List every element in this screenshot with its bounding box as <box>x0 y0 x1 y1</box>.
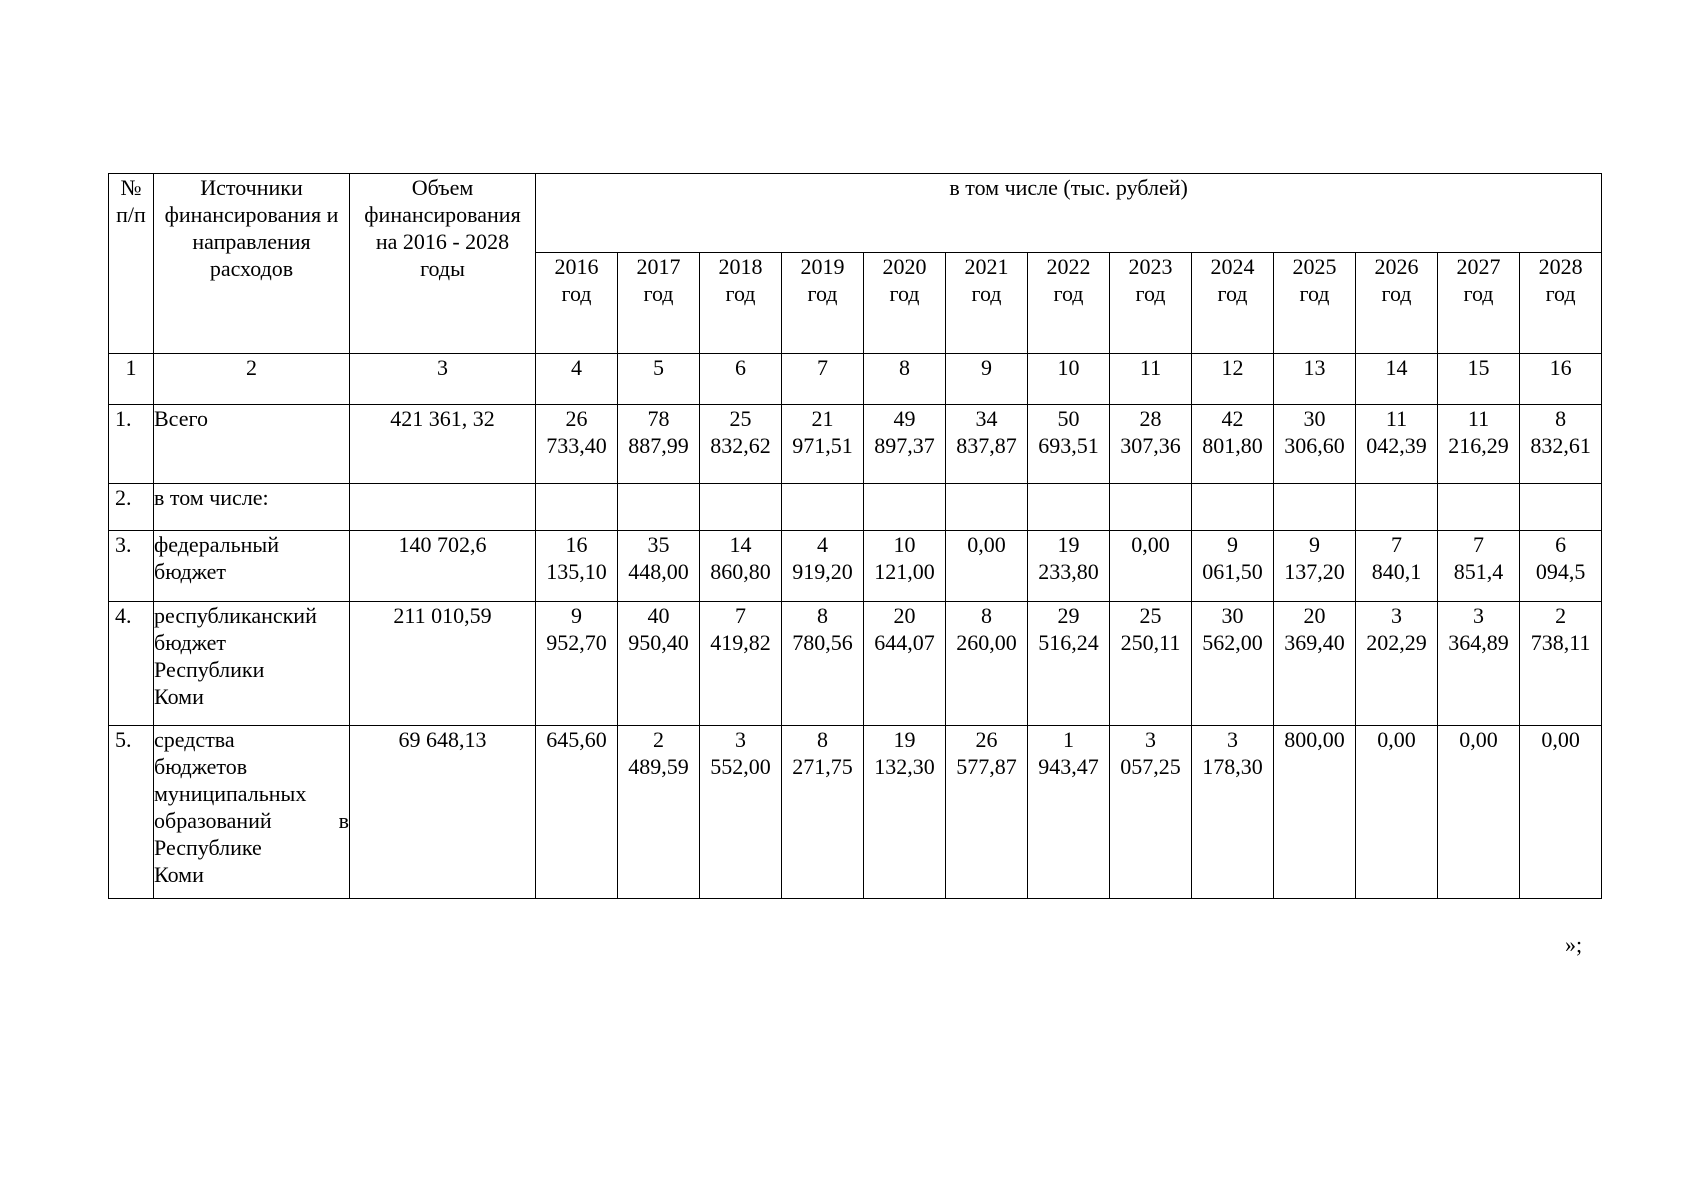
year-value-cell: 26 733,40 <box>536 405 618 484</box>
row-number: 2. <box>109 484 154 531</box>
year-value-cell: 20 369,40 <box>1274 602 1356 726</box>
year-value-cell <box>1520 484 1602 531</box>
table-row <box>109 484 1602 531</box>
year-header: 2019 год <box>782 253 864 354</box>
year-value-cell: 6 094,5 <box>1520 531 1602 602</box>
year-value-cell: 0,00 <box>1356 726 1438 899</box>
column-number: 10 <box>1028 354 1110 405</box>
header-row <box>109 174 1602 253</box>
year-value-cell: 78 887,99 <box>618 405 700 484</box>
year-value-cell: 35 448,00 <box>618 531 700 602</box>
financing-table <box>108 173 1602 899</box>
column-number: 13 <box>1274 354 1356 405</box>
row-number: 4. <box>109 602 154 726</box>
year-value-cell: 19 132,30 <box>864 726 946 899</box>
column-number: 3 <box>350 354 536 405</box>
year-value-cell <box>536 484 618 531</box>
column-number: 14 <box>1356 354 1438 405</box>
year-value-cell: 3 552,00 <box>700 726 782 899</box>
column-number: 4 <box>536 354 618 405</box>
year-value-cell: 49 897,37 <box>864 405 946 484</box>
year-value-cell: 0,00 <box>946 531 1028 602</box>
row-total-volume: 69 648,13 <box>350 726 536 899</box>
column-number: 9 <box>946 354 1028 405</box>
year-value-cell: 25 832,62 <box>700 405 782 484</box>
row-total-volume: 140 702,6 <box>350 531 536 602</box>
column-number: 15 <box>1438 354 1520 405</box>
year-value-cell <box>1028 484 1110 531</box>
year-value-cell: 1 943,47 <box>1028 726 1110 899</box>
year-value-cell: 800,00 <box>1274 726 1356 899</box>
year-header: 2026 год <box>1356 253 1438 354</box>
year-value-cell: 3 057,25 <box>1110 726 1192 899</box>
year-value-cell: 30 562,00 <box>1192 602 1274 726</box>
year-value-cell: 4 919,20 <box>782 531 864 602</box>
column-number: 11 <box>1110 354 1192 405</box>
column-number: 1 <box>109 354 154 405</box>
year-value-cell: 8 271,75 <box>782 726 864 899</box>
column-number: 8 <box>864 354 946 405</box>
year-value-cell: 9 061,50 <box>1192 531 1274 602</box>
year-value-cell <box>1192 484 1274 531</box>
year-value-cell: 28 307,36 <box>1110 405 1192 484</box>
year-value-cell: 9 137,20 <box>1274 531 1356 602</box>
column-number: 6 <box>700 354 782 405</box>
year-value-cell: 26 577,87 <box>946 726 1028 899</box>
year-value-cell <box>1274 484 1356 531</box>
header-volume: Объем финансирования на 2016 - 2028 годы <box>350 174 536 354</box>
year-value-cell: 8 832,61 <box>1520 405 1602 484</box>
year-value-cell: 7 419,82 <box>700 602 782 726</box>
year-value-cell: 16 135,10 <box>536 531 618 602</box>
year-value-cell <box>1356 484 1438 531</box>
row-total-volume: 211 010,59 <box>350 602 536 726</box>
year-value-cell: 3 178,30 <box>1192 726 1274 899</box>
year-value-cell: 14 860,80 <box>700 531 782 602</box>
year-value-cell: 30 306,60 <box>1274 405 1356 484</box>
year-value-cell <box>946 484 1028 531</box>
header-incl: в том числе (тыс. рублей) <box>536 174 1602 253</box>
year-header: 2028 год <box>1520 253 1602 354</box>
year-value-cell <box>1110 484 1192 531</box>
year-header: 2023 год <box>1110 253 1192 354</box>
row-number: 1. <box>109 405 154 484</box>
year-value-cell: 3 202,29 <box>1356 602 1438 726</box>
row-source-name: республиканский бюджет Республики Коми <box>154 602 350 726</box>
year-value-cell: 21 971,51 <box>782 405 864 484</box>
row-source-name: средства бюджетов муниципальных образований в Республике Коми <box>154 726 350 899</box>
year-value-cell: 2 489,59 <box>618 726 700 899</box>
year-value-cell: 20 644,07 <box>864 602 946 726</box>
year-value-cell: 11 216,29 <box>1438 405 1520 484</box>
row-source-name: федеральный бюджет <box>154 531 350 602</box>
year-value-cell: 25 250,11 <box>1110 602 1192 726</box>
row-total-volume <box>350 484 536 531</box>
year-value-cell: 0,00 <box>1438 726 1520 899</box>
table-row <box>109 405 1602 484</box>
year-value-cell: 50 693,51 <box>1028 405 1110 484</box>
year-value-cell: 8 260,00 <box>946 602 1028 726</box>
year-value-cell <box>1438 484 1520 531</box>
table-row <box>109 726 1602 899</box>
table-row <box>109 602 1602 726</box>
year-value-cell: 0,00 <box>1110 531 1192 602</box>
year-value-cell: 10 121,00 <box>864 531 946 602</box>
year-value-cell <box>618 484 700 531</box>
year-value-cell: 3 364,89 <box>1438 602 1520 726</box>
year-header: 2016 год <box>536 253 618 354</box>
year-value-cell: 7 840,1 <box>1356 531 1438 602</box>
column-number: 5 <box>618 354 700 405</box>
year-value-cell: 19 233,80 <box>1028 531 1110 602</box>
year-value-cell <box>782 484 864 531</box>
table-row <box>109 531 1602 602</box>
year-value-cell <box>864 484 946 531</box>
column-number: 16 <box>1520 354 1602 405</box>
year-value-cell: 0,00 <box>1520 726 1602 899</box>
year-header: 2022 год <box>1028 253 1110 354</box>
year-value-cell: 29 516,24 <box>1028 602 1110 726</box>
row-number: 5. <box>109 726 154 899</box>
year-value-cell: 42 801,80 <box>1192 405 1274 484</box>
year-value-cell: 8 780,56 <box>782 602 864 726</box>
year-header: 2018 год <box>700 253 782 354</box>
header-source: Источники финансирования и направления расходов <box>154 174 350 354</box>
header-num: № п/п <box>109 174 154 354</box>
year-value-cell: 40 950,40 <box>618 602 700 726</box>
closing-mark: »; <box>1565 932 1583 957</box>
year-value-cell: 11 042,39 <box>1356 405 1438 484</box>
column-number: 2 <box>154 354 350 405</box>
row-total-volume: 421 361, 32 <box>350 405 536 484</box>
year-value-cell: 34 837,87 <box>946 405 1028 484</box>
year-value-cell: 9 952,70 <box>536 602 618 726</box>
row-source-name: Всего <box>154 405 350 484</box>
year-header: 2025 год <box>1274 253 1356 354</box>
year-header: 2024 год <box>1192 253 1274 354</box>
column-numbers-row <box>109 354 1602 405</box>
row-number: 3. <box>109 531 154 602</box>
row-source-name: в том числе: <box>154 484 350 531</box>
year-value-cell: 645,60 <box>536 726 618 899</box>
year-header: 2017 год <box>618 253 700 354</box>
year-header: 2021 год <box>946 253 1028 354</box>
year-header: 2027 год <box>1438 253 1520 354</box>
year-value-cell <box>700 484 782 531</box>
year-value-cell: 7 851,4 <box>1438 531 1520 602</box>
year-value-cell: 2 738,11 <box>1520 602 1602 726</box>
column-number: 12 <box>1192 354 1274 405</box>
column-number: 7 <box>782 354 864 405</box>
year-header: 2020 год <box>864 253 946 354</box>
